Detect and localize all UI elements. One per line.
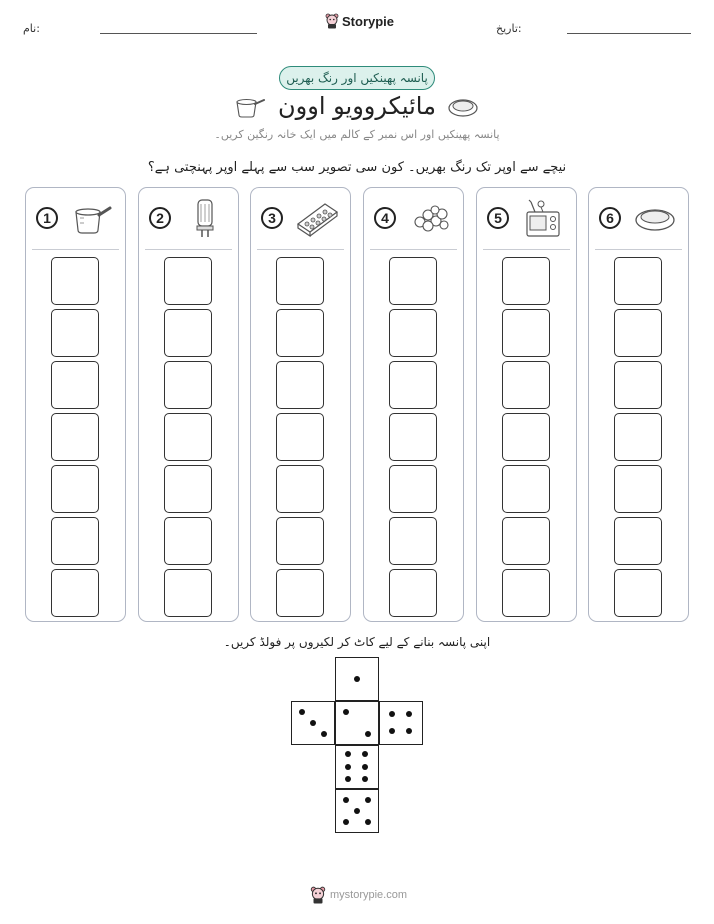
- column-divider: [257, 249, 344, 250]
- die-face-6: [335, 745, 379, 789]
- activity-badge: پانسہ پھینکیں اور رنگ بھریں: [279, 66, 435, 90]
- radio-icon: [521, 198, 565, 238]
- die-pip: [343, 797, 349, 803]
- column-number: 1: [36, 207, 58, 229]
- color-box[interactable]: [502, 517, 550, 565]
- color-box[interactable]: [164, 413, 212, 461]
- die-pip: [321, 731, 327, 737]
- die-pip: [354, 808, 360, 814]
- die-face-3: [291, 701, 335, 745]
- color-box[interactable]: [164, 465, 212, 513]
- color-box[interactable]: [502, 569, 550, 617]
- color-box[interactable]: [389, 465, 437, 513]
- color-box[interactable]: [164, 569, 212, 617]
- column-divider: [145, 249, 232, 250]
- color-box[interactable]: [502, 309, 550, 357]
- color-box[interactable]: [276, 257, 324, 305]
- color-box[interactable]: [614, 309, 662, 357]
- column-number: 4: [374, 207, 396, 229]
- color-box[interactable]: [51, 413, 99, 461]
- color-box[interactable]: [389, 361, 437, 409]
- column-divider: [595, 249, 682, 250]
- page-title: مائیکروویو اوون: [278, 92, 436, 120]
- color-box[interactable]: [164, 517, 212, 565]
- storypie-logo: [325, 13, 394, 29]
- color-box[interactable]: [51, 309, 99, 357]
- color-box[interactable]: [276, 413, 324, 461]
- color-box[interactable]: [614, 257, 662, 305]
- die-pip: [310, 720, 316, 726]
- footer: [310, 886, 407, 904]
- color-box[interactable]: [614, 361, 662, 409]
- die-pip: [362, 776, 368, 782]
- die-pip: [354, 676, 360, 682]
- bowl-icon: [633, 198, 677, 238]
- color-box[interactable]: [502, 257, 550, 305]
- die-face-2: [335, 701, 379, 745]
- name-line[interactable]: [100, 33, 257, 34]
- die-pip: [362, 764, 368, 770]
- die-pip: [365, 819, 371, 825]
- color-box[interactable]: [276, 517, 324, 565]
- color-box[interactable]: [389, 257, 437, 305]
- date-line[interactable]: [567, 33, 691, 34]
- die-pip: [389, 728, 395, 734]
- column-divider: [370, 249, 457, 250]
- color-box[interactable]: [164, 309, 212, 357]
- die-pip: [389, 711, 395, 717]
- color-box[interactable]: [51, 257, 99, 305]
- footer-url: mystorypie.com: [330, 889, 408, 901]
- measuring-cup-icon: [70, 198, 114, 238]
- column-1: [25, 187, 126, 622]
- die-face-1: [335, 657, 379, 701]
- die-pip: [343, 819, 349, 825]
- column-4: [363, 187, 464, 622]
- die-pip: [345, 751, 351, 757]
- die-pip: [343, 709, 349, 715]
- color-box[interactable]: [389, 413, 437, 461]
- color-box[interactable]: [164, 361, 212, 409]
- ice-tray-icon: [295, 198, 339, 238]
- column-3: [250, 187, 351, 622]
- date-label: تاریخ:: [496, 22, 522, 35]
- popcorn-icon: [408, 198, 452, 238]
- column-number: 3: [261, 207, 283, 229]
- color-box[interactable]: [51, 465, 99, 513]
- color-box[interactable]: [389, 517, 437, 565]
- die-pip: [406, 711, 412, 717]
- column-2: [138, 187, 239, 622]
- die-pip: [362, 751, 368, 757]
- color-box[interactable]: [276, 569, 324, 617]
- die-pip: [345, 776, 351, 782]
- die-instruction: اپنی پانسہ بنانے کے لیے کاٹ کر لکیروں پر فولڈ کریں۔: [223, 635, 491, 649]
- question: نیچے سے اوپر تک رنگ بھریں۔ کون سی تصویر سب سے پہلے اوپر پہنچتی ہے؟: [147, 160, 567, 175]
- color-box[interactable]: [502, 361, 550, 409]
- die-pip: [365, 797, 371, 803]
- column-number: 5: [487, 207, 509, 229]
- column-6: [588, 187, 689, 622]
- storypie-mascot-icon: [325, 13, 339, 29]
- storypie-mascot-icon: [310, 886, 326, 904]
- color-box[interactable]: [164, 257, 212, 305]
- magnetron-tube-icon: [183, 198, 227, 238]
- color-box[interactable]: [51, 361, 99, 409]
- column-number: 6: [599, 207, 621, 229]
- color-box[interactable]: [502, 465, 550, 513]
- die-pip: [365, 731, 371, 737]
- die-pip: [299, 709, 305, 715]
- bowl-title-icon: [447, 96, 479, 118]
- die-face-4: [379, 701, 423, 745]
- color-box[interactable]: [614, 569, 662, 617]
- color-box[interactable]: [276, 465, 324, 513]
- color-box[interactable]: [276, 309, 324, 357]
- column-divider: [483, 249, 570, 250]
- column-divider: [32, 249, 119, 250]
- color-box[interactable]: [51, 517, 99, 565]
- brand-name: Storypie: [342, 13, 395, 29]
- color-box[interactable]: [276, 361, 324, 409]
- color-box[interactable]: [502, 413, 550, 461]
- column-number: 2: [149, 207, 171, 229]
- die-pip: [406, 728, 412, 734]
- color-box[interactable]: [389, 309, 437, 357]
- color-box[interactable]: [614, 517, 662, 565]
- color-box[interactable]: [51, 569, 99, 617]
- color-box[interactable]: [614, 465, 662, 513]
- die-pip: [345, 764, 351, 770]
- die-face-5: [335, 789, 379, 833]
- name-label: نام:: [23, 22, 40, 35]
- color-box[interactable]: [389, 569, 437, 617]
- column-5: [476, 187, 577, 622]
- subtitle: پانسہ پھینکیں اور اس نمبر کے کالم میں ایک خانہ رنگین کریں۔: [214, 128, 500, 141]
- color-box[interactable]: [614, 413, 662, 461]
